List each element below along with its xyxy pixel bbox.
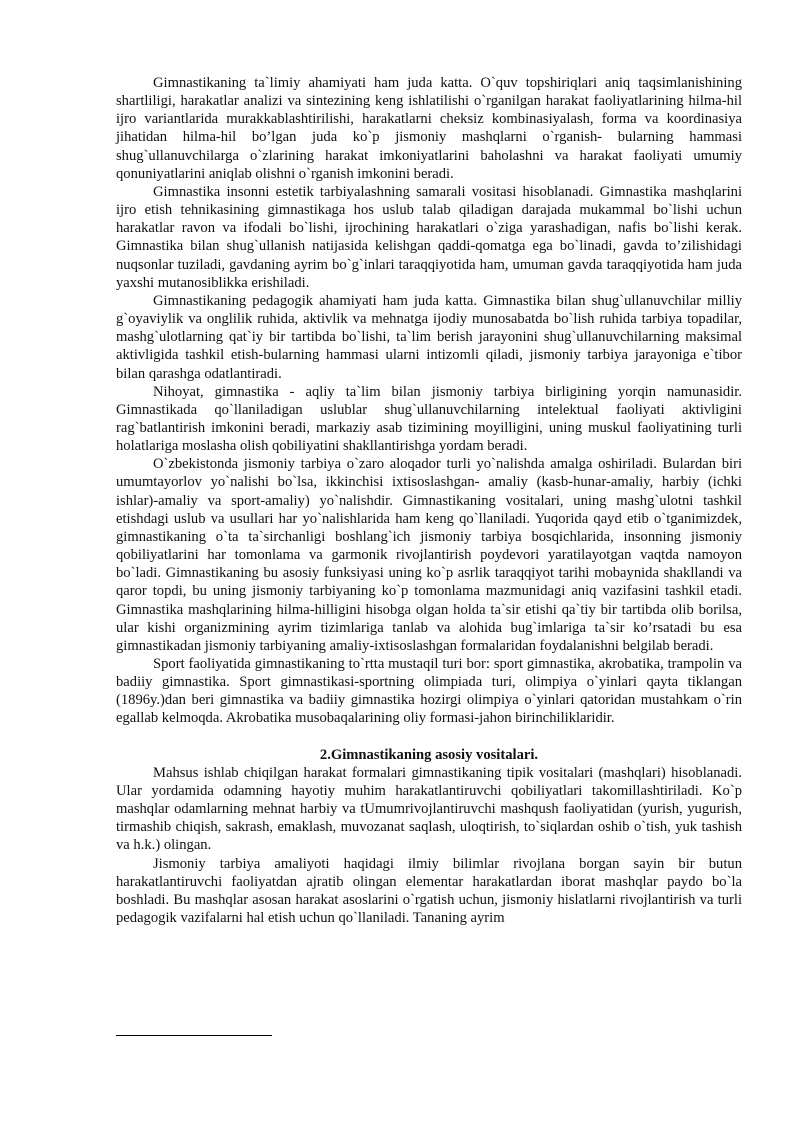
paragraph: Gimnastikaning pedagogik ahamiyati ham juda katta. Gimnastika bilan shug`ullanuvchilar milliy g`oyaviylik va onglilik ruhida, aktivlik va mehnatga ijodiy munosabatda bo`lish ruhida tarbiya topadilar, mashg`ulotlarning qat`iy bir tartibda bo`lishi, ta`lim berish jarayonini shug`ullanuvchilarning maksimal aktivligida tashkil etish-bularning hammasi ularni intizomli qiladi, jismoniy tarbiya jarayoniga e`tibor bilan qarashga odatlantiradi. [116, 292, 742, 382]
document-page [116, 74, 742, 927]
paragraph: Jismoniy tarbiya amaliyoti haqidagi ilmiy bilimlar rivojlana borgan sayin bir butun harakatlantiruvchi faoliyatdan ajratib olingan elementar harakatlardan iborat mashqlar paydo bo`la boshladi. Bu mashqlar asosan harakat asoslarini o`rgatish uchun, jismoniy hislatlarni rivojlantirish va turli pedagogik vazifalarni hal etish uchun qo`llaniladi. Tananing ayrim [116, 855, 742, 927]
footnote-separator [116, 1035, 272, 1036]
paragraph: O`zbekistonda jismoniy tarbiya o`zaro aloqador turli yo`nalishda amalga oshiriladi. Bulardan biri umumtayorlov yo`nalishi bo`lsa, ikkinchisi ixtisoslashgan- amaliy (kasb-hunar-amaliy, harbiy (ichki ishlar)-amaliy va sport-amaliy) yo`nalishdir. Gimnastikaning vositalari, uning mashg`ulotni tashkil etishdagi uslub va usullari har yo`nalishlarida ham keng qo`llaniladi. Yuqorida qayd etib o`tganimizdek, gimnastikaning o`ta ta`sirchanligi boshlang`ich jismoniy tarbiya bosqichlarida, insonning jismoniy qobiliyatlarini har tomonlama va garmonik rivojlantirish poydevori yaratilayotgan vaqtda namoyon bo`ladi. Gimnastikaning bu asosiy funksiyasi uning ko`p asrlik taraqqiyot tarihi mobaynida shakllandi va qaror topdi, bu uning jismoniy tarbiyaning ko`p tomonlama mazmunidagi aniq vazifasini tashkil etadi. Gimnastika mashqlarining hilma-hilligini hisobga olgan holda ta`sir etishi qa`tiy bir tartibda olib borilsa, ular kishi organizmining ayrim tizimlariga tanlab va alohida bug`imlariga ta`sir ko’rsatadi bu esa gimnastikadan jismoniy tarbiyaning amaliy-ixtisoslashgan formalaridan foydalanishni belgilab beradi. [116, 456, 742, 654]
paragraph: Gimnastika insonni estetik tarbiyalashning samarali vositasi hisoblanadi. Gimnastika mashqlarini ijro etish tehnikasining gimnastikaga hos uslub talab qiladigan darajada mukammal bo`lishi uchun harakatlar ravon va ifodali bo`lishi, ijrochining harakatlari o`ziga yarashadigan, nafis bo`lishi kerak. Gimnastika bilan shug`ullanish natijasida kelishgan qaddi-qomatga ega bo`linadi, gavda to’zilishidagi nuqsonlar tuziladi, gavdaning ayrim bo`g`inlari taraqqiyotida ham, umuman gavda taraqqiyotida ham juda yaxshi mutanosiblikka erishiladi. [116, 183, 742, 291]
paragraph: Nihoyat, gimnastika - aqliy ta`lim bilan jismoniy tarbiya birligining yorqin namunasidir. Gimnastikada qo`llaniladigan uslublar shug`ullanuvchilarning intelektual faoliyati aktivligini rag`batlantirish imkonini beradi, markaziy asab tizimining moyilligini, uning muskul faoliyatining turli holatlariga moslasha olish qobiliyatini shakllantirishga yordam beradi. [116, 383, 742, 455]
section-heading: 2.Gimnastikaning asosiy vositalari. [319, 746, 539, 763]
paragraph: Gimnastikaning ta`limiy ahamiyati ham juda katta. O`quv topshiriqlari aniq taqsimlanishining shartliligi, harakatlar analizi va sintezining keng ishlatilishi o`rganilgan harakat faoliyatlarining hilma-hil ijro variantlarida murakkablashtirilishi, harakatlarni cheksiz kombinasiyalash, forma va koordinasiya jihatidan hilma-hil bo’lgan juda ko`p jismoniy mashqlarni o`rganish- bularning hammasi shug`ullanuvchilarga o`zlarining harakat imkoniyatlarini baholashni va harakat faoliyati umumiy qonuniyatlarini aniqlab olishni o`rganish imkonini beradi. [116, 75, 742, 182]
paragraph: Sport faoliyatida gimnastikaning to`rtta mustaqil turi bor: sport gimnastika, akrobatika, trampolin va badiiy gimnastika. Sport gimnastikasi-sportning olimpiada turi, olimpiya o`yinlari qayta tiklangan (1896y.)dan beri gimnastika va badiiy gimnastika hozirgi olimpiya o`yinlari qatoridan mustahkam o`rin egallab kelmoqda. Akrobatika musobaqalarining oliy formasi-jahon birinchiliklaridir. [116, 656, 742, 727]
paragraph: Mahsus ishlab chiqilgan harakat formalari gimnastikaning tipik vositalari (mashqlari) hisoblanadi. Ular yordamida odamning hayotiy muhim harakatlantiruvchi qobiliyatlari takomillashtiriladi. Ko`p mashqlar odamlarning mehnat harbiy va tUmumrivojlantiruvchi mashqush faoliyatidan (yurish, yugurish, tirmashib chiqish, sakrash, emaklash, muvozanat saqlash, uloqtirish, to`siqlardan oshib o`tish, yuk tashish va h.k.) olingan. [116, 764, 742, 854]
